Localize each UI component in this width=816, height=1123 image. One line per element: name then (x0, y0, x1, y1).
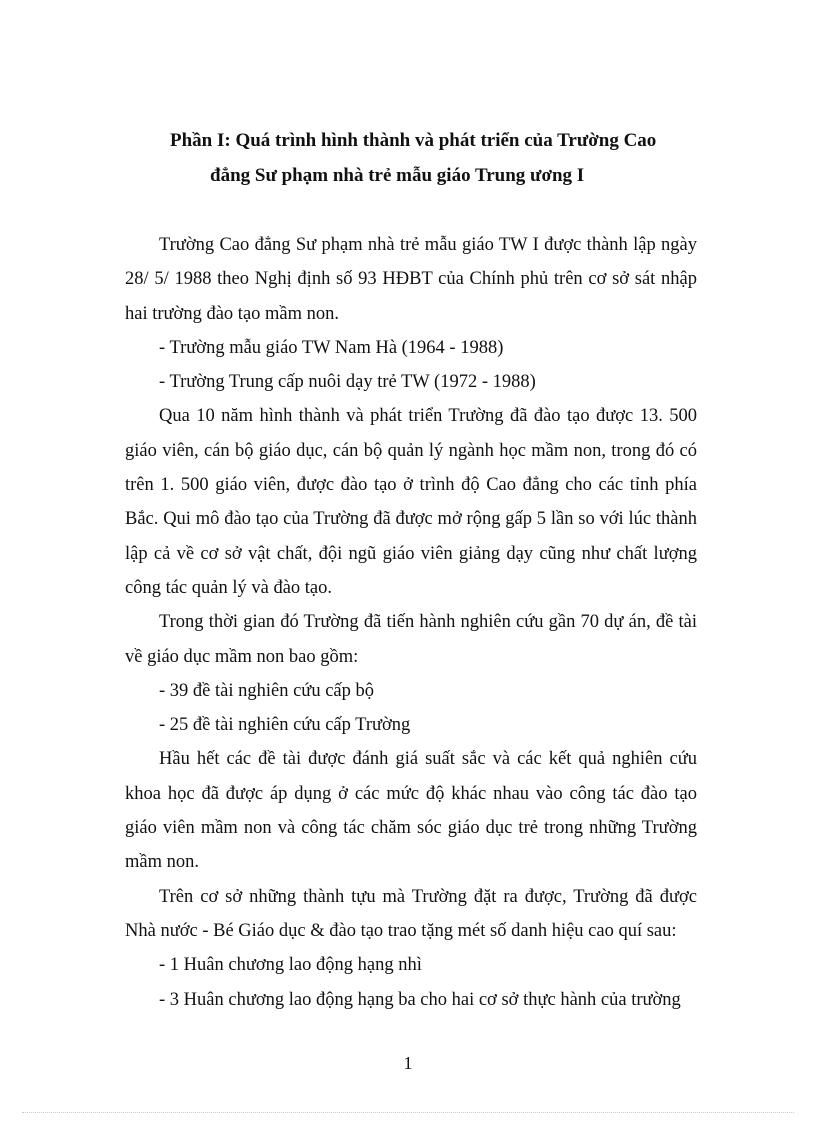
paragraph-founding: Trường Cao đẳng Sư phạm nhà trẻ mẫu giáo TW I được thành lập ngày 28/ 5/ 1988 theo Nghị định số 93 HĐBT của Chính phủ trên cơ sở sát nhập hai trường đào tạo mầm non. (125, 235, 697, 324)
document-title-line-1: Phần I: Quá trình hình thành và phát triển của Trường Cao (170, 130, 657, 151)
paragraph-research-results: Hầu hết các đề tài được đánh giá suất sắc và các kết quả nghiên cứu khoa học đã được áp dụng ở các mức độ khác nhau vào công tác đào tạo giáo viên mầm non và công tác chăm sóc giáo dục trẻ trong những Trường mầm non. (125, 749, 697, 873)
page-bottom-divider (22, 1112, 794, 1113)
list-item-trung-cap-school: - Trường Trung cấp nuôi dạy trẻ TW (1972 - 1988) (159, 372, 536, 393)
list-item-nam-ha-school: - Trường mẫu giáo TW Nam Hà (1964 - 1988) (159, 337, 504, 358)
list-item-third-class-medals: - 3 Huân chương lao động hạng ba cho hai cơ sở thực hành của trường (159, 989, 681, 1010)
page-number: 1 (403, 1053, 413, 1073)
paragraph-awards-intro: Trên cơ sở những thành tựu mà Trường đặt ra được, Trường đã được Nhà nước - Bé Giáo dục & đào tạo trao tặng mét số danh hiệu cao quí sau: (125, 886, 697, 941)
document-title-line-2: đẳng Sư phạm nhà trẻ mẫu giáo Trung ương I (210, 165, 585, 186)
list-item-ministry-research: - 39 đề tài nghiên cứu cấp bộ (159, 680, 374, 701)
paragraph-research: Trong thời gian đó Trường đã tiến hành nghiên cứu gần 70 dự án, đề tài về giáo dục mầm non bao gồm: (125, 612, 697, 667)
list-item-school-research: - 25 đề tài nghiên cứu cấp Trường (159, 715, 411, 736)
document-body (125, 228, 697, 1017)
paragraph-ten-years: Qua 10 năm hình thành và phát triển Trường đã đào tạo được 13. 500 giáo viên, cán bộ giáo dục, cán bộ quản lý ngành học mầm non, trong đó có trên 1. 500 giáo viên, được đào tạo ở trình độ Cao đẳng cho các tỉnh phía Bắc. Qui mô đào tạo của Trường đã được mở rộng gấp 5 lần so với lúc thành lập cả về cơ sở vật chất, đội ngũ giáo viên giảng dạy cũng như chất lượng công tác quản lý và đào tạo. (125, 406, 697, 598)
list-item-second-class-medal: - 1 Huân chương lao động hạng nhì (159, 955, 422, 976)
